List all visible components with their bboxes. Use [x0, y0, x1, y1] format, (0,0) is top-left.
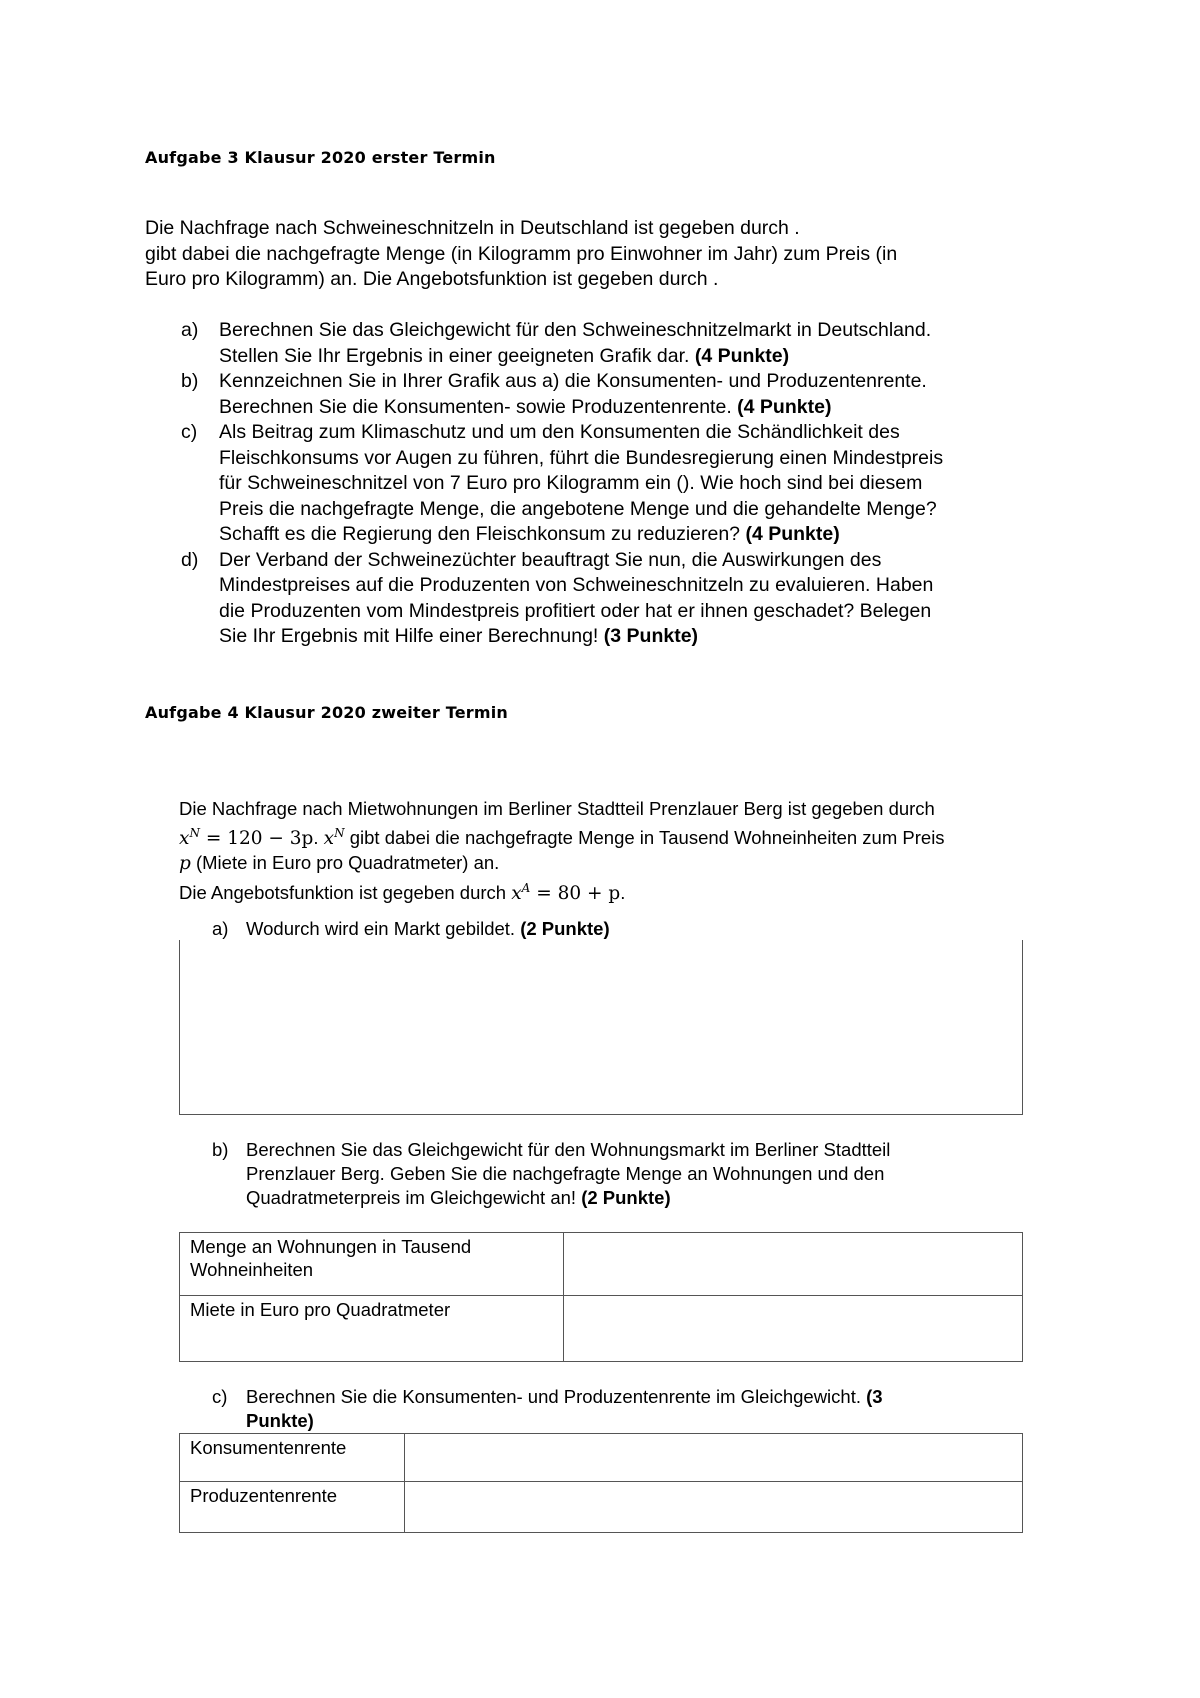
task3-title: Aufgabe 3 Klausur 2020 erster Termin [145, 148, 496, 167]
item-label: b) [181, 370, 199, 392]
item-points: Punkte) [246, 1410, 314, 1431]
task3-subtasks [181, 318, 943, 650]
item-line: Stellen Sie Ihr Ergebnis in einer geeigneten Grafik dar. [219, 344, 695, 367]
cell-line: Wohneinheiten [190, 1259, 314, 1280]
item-line: Kennzeichnen Sie in Ihrer Grafik aus a) die Konsumenten- und Produzentenrente. [219, 370, 927, 392]
answer-cell-producer-surplus[interactable] [405, 1482, 1023, 1533]
item-line: Berechnen Sie das Gleichgewicht für den Schweineschnitzelmarkt in Deutschland. [219, 319, 932, 341]
item-line: Berechnen Sie die Konsumenten- sowie Produzentenrente. [219, 395, 738, 418]
task4-intro-line [179, 851, 945, 876]
task4-title: Aufgabe 4 Klausur 2020 zweiter Termin [145, 703, 508, 722]
var-sup: N [334, 826, 345, 840]
item-label: b) [212, 1139, 229, 1160]
answer-table-c [179, 1433, 1023, 1533]
supply-function: = 80 + p [530, 883, 621, 905]
table-row [180, 1296, 1023, 1362]
task3-intro-line: Euro pro Kilogramm) an. Die Angebotsfunktion ist gegeben durch . [145, 268, 719, 290]
cell-line: Miete in Euro pro Quadratmeter [190, 1299, 451, 1320]
task4-intro-line [179, 821, 945, 851]
var-sup: N [189, 826, 200, 840]
var-x: x [511, 883, 522, 905]
question-line: Prenzlauer Berg. Geben Sie die nachgefragte Menge an Wohnungen und den [246, 1163, 885, 1184]
task4-question-b [212, 1138, 890, 1210]
answer-cell-rent[interactable] [564, 1296, 1023, 1362]
question-line: Quadratmeterpreis im Gleichgewicht an! [246, 1187, 582, 1208]
task4-question-a [212, 917, 610, 941]
task4-intro [179, 797, 945, 906]
item-line: Mindestpreises auf die Produzenten von Schweineschnitzeln zu evaluieren. Haben [219, 574, 934, 596]
var-x: x [323, 828, 335, 850]
task4-intro-line [179, 876, 945, 906]
table-row [180, 1233, 1023, 1296]
intro-text: gibt dabei die nachgefragte Menge in Tausend Wohneinheiten zum Preis [344, 827, 945, 849]
item-points: (4 Punkte) [737, 395, 832, 418]
item-line: für Schweineschnitzel von 7 Euro pro Kilogramm ein (). Wie hoch sind bei diesem [219, 472, 923, 494]
separator: . [313, 827, 324, 849]
item-line: Preis die nachgefragte Menge, die angebotene Menge und die gehandelte Menge? [219, 497, 937, 520]
period: . [620, 882, 626, 904]
task3-intro-line: Die Nachfrage nach Schweineschnitzeln in Deutschland ist gegeben durch . [145, 217, 800, 239]
answer-box-a[interactable] [179, 940, 1023, 1115]
task3-item-b [181, 369, 943, 420]
task4-intro-line: Die Nachfrage nach Mietwohnungen im Berliner Stadtteil Prenzlauer Berg ist gegeben durch [179, 798, 935, 819]
answer-cell-quantity[interactable] [564, 1233, 1023, 1296]
item-label: d) [181, 548, 199, 571]
answer-table-b [179, 1232, 1023, 1362]
task3-item-c [181, 420, 943, 548]
demand-function: = 120 − 3p [199, 828, 314, 850]
item-points: (4 Punkte) [694, 344, 790, 367]
var-x: x [179, 828, 190, 850]
item-line: Als Beitrag zum Klimaschutz und um den Konsumenten die Schändlichkeit des [219, 421, 900, 443]
item-line: Fleischkonsums vor Augen zu führen, führt die Bundesregierung einen Mindestpreis [219, 446, 944, 469]
question-line: Berechnen Sie das Gleichgewicht für den Wohnungsmarkt im Berliner Stadtteil [246, 1139, 891, 1160]
item-line: die Produzenten vom Mindestpreis profitiert oder hat er ihnen geschadet? Belegen [219, 599, 932, 622]
var-p: p [179, 853, 191, 875]
question-text: Wodurch wird ein Markt gebildet. [246, 918, 521, 939]
item-line: Schafft es die Regierung den Fleischkonsum zu reduzieren? [219, 523, 746, 545]
table-row [180, 1434, 1023, 1482]
task3-intro [145, 216, 897, 293]
var-sup: A [521, 881, 531, 896]
table-label-cell [180, 1233, 564, 1296]
task3-item-d [181, 548, 943, 650]
intro-text: Die Angebotsfunktion ist gegeben durch [179, 882, 512, 904]
item-label: c) [181, 421, 198, 443]
item-points: (3 [866, 1386, 883, 1407]
table-label-cell [180, 1296, 564, 1362]
item-label: c) [212, 1386, 228, 1407]
item-label: a) [181, 319, 199, 341]
task3-intro-line: gibt dabei die nachgefragte Menge (in Kilogramm pro Einwohner im Jahr) zum Preis (in [145, 242, 898, 265]
item-line: Der Verband der Schweinezüchter beauftragt Sie nun, die Auswirkungen des [219, 548, 882, 571]
table-label-cell: Produzentenrente [180, 1482, 405, 1533]
answer-cell-consumer-surplus[interactable] [405, 1434, 1023, 1482]
intro-text: (Miete in Euro pro Quadratmeter) an. [190, 852, 500, 874]
item-points: (2 Punkte) [520, 918, 610, 939]
item-line: Sie Ihr Ergebnis mit Hilfe einer Berechnung! [219, 625, 604, 647]
task4-question-c [212, 1385, 883, 1433]
cell-line: Menge an Wohnungen in Tausend [190, 1236, 472, 1257]
item-points: (4 Punkte) [745, 523, 840, 545]
item-label: a) [212, 918, 229, 939]
table-label-cell: Konsumentenrente [180, 1434, 405, 1482]
item-points: (2 Punkte) [581, 1187, 671, 1208]
question-text: Berechnen Sie die Konsumenten- und Produzentenrente im Gleichgewicht. [246, 1386, 867, 1407]
task3-item-a [181, 318, 943, 369]
table-row [180, 1482, 1023, 1533]
item-points: (3 Punkte) [603, 625, 699, 647]
